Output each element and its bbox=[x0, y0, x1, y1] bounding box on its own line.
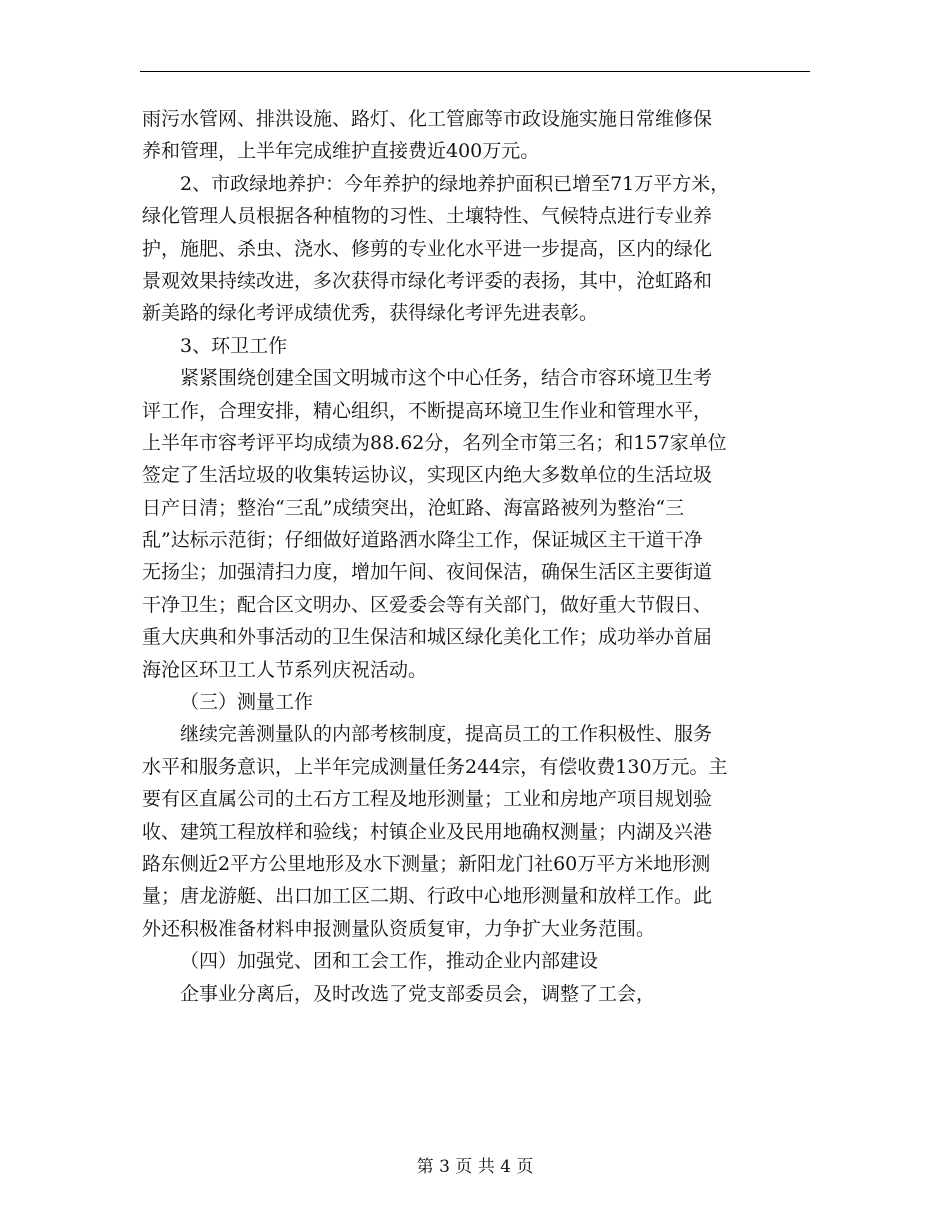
text-line: 评工作，合理安排，精心组织，不断提高环境卫生作业和管理水平， bbox=[142, 399, 713, 422]
text-line: （四）加强党、团和工会工作，推动企业内部建设 bbox=[180, 950, 599, 973]
text-line: 绿化管理人员根据各种植物的习性、土壤特性、气候特点进行专业养 bbox=[142, 205, 713, 228]
text-line: 护，施肥、杀虫、浇水、修剪的专业化水平进一步提高，区内的绿化 bbox=[142, 237, 713, 260]
text-line: 景观效果持续改进，多次获得市绿化考评委的表扬，其中，沧虹路和 bbox=[142, 269, 713, 292]
text-line: 继续完善测量队的内部考核制度，提高员工的工作积极性、服务 bbox=[180, 723, 713, 746]
document-body bbox=[142, 103, 812, 1010]
text-line: 紧紧围绕创建全国文明城市这个中心任务，结合市容环境卫生考 bbox=[180, 367, 713, 390]
text-line: 要有区直属公司的土石方工程及地形测量；工业和房地产项目规划验 bbox=[142, 788, 713, 811]
text-line: 海沧区环卫工人节系列庆祝活动。 bbox=[142, 658, 428, 681]
text-line: 无扬尘；加强清扫力度，增加午间、夜间保洁，确保生活区主要街道 bbox=[142, 561, 713, 584]
text-line: 路东侧近2平方公里地形及水下测量；新阳龙门社60万平方米地形测 bbox=[142, 852, 711, 875]
text-line: 新美路的绿化考评成绩优秀，获得绿化考评先进表彰。 bbox=[142, 302, 599, 325]
text-line: 收、建筑工程放样和验线；村镇企业及民用地确权测量；内湖及兴港 bbox=[142, 820, 713, 843]
text-line: 企事业分离后，及时改选了党支部委员会，调整了工会， bbox=[180, 982, 656, 1005]
text-line: 干净卫生；配合区文明办、区爱委会等有关部门，做好重大节假日、 bbox=[142, 593, 713, 616]
text-line: 上半年市容考评平均成绩为88.62分，名列全市第三名；和157家单位 bbox=[142, 431, 727, 454]
text-line: （三）测量工作 bbox=[180, 691, 314, 714]
text-line: 外还积极准备材料申报测量队资质复审，力争扩大业务范围。 bbox=[142, 917, 656, 940]
text-line: 3、环卫工作 bbox=[180, 334, 288, 357]
text-line: 重大庆典和外事活动的卫生保洁和城区绿化美化工作；成功举办首届 bbox=[142, 626, 713, 649]
text-line: 雨污水管网、排洪设施、路灯、化工管廊等市政设施实施日常维修保 bbox=[142, 108, 713, 130]
text-line: 养和管理，上半年完成维护直接费近400万元。 bbox=[142, 140, 540, 163]
text-line: 日产日清；整治“三乱”成绩突出，沧虹路、海富路被列为整治“三 bbox=[142, 496, 685, 519]
text-line: 水平和服务意识，上半年完成测量任务244宗，有偿收费130万元。主 bbox=[142, 755, 728, 778]
text-line: 量；唐龙游艇、出口加工区二期、行政中心地形测量和放样工作。此 bbox=[142, 885, 713, 908]
text-line: 2、市政绿地养护：今年养护的绿地养护面积已增至71万平方米， bbox=[180, 172, 730, 195]
page-footer: 第 3 页 共 4 页 bbox=[416, 1157, 534, 1177]
header-rule bbox=[140, 71, 810, 72]
text-line: 乱”达标示范街；仔细做好道路洒水降尘工作，保证城区主干道干净 bbox=[142, 529, 703, 552]
text-line: 签定了生活垃圾的收集转运协议，实现区内绝大多数单位的生活垃圾 bbox=[142, 464, 713, 487]
